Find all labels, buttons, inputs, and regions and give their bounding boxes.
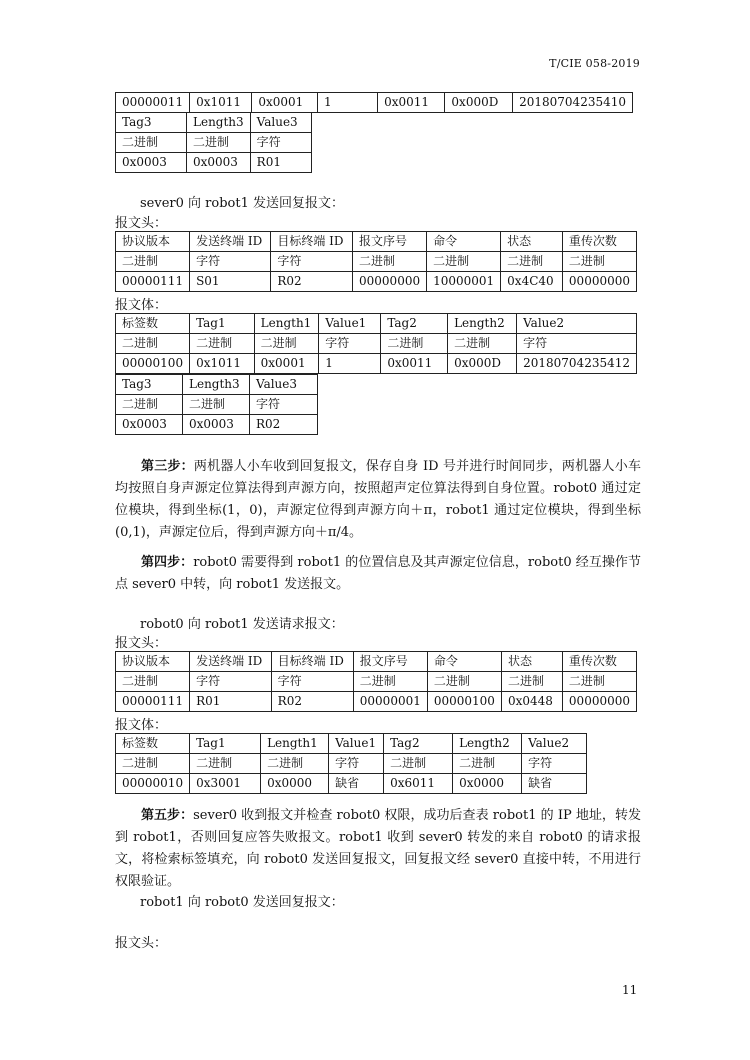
table-cell: 0x000D bbox=[448, 354, 517, 374]
table-cell: 0x000D bbox=[445, 93, 513, 113]
table-cell: 二进制 bbox=[448, 334, 517, 354]
table-cell: 二进制 bbox=[254, 334, 319, 354]
request-body-table bbox=[115, 733, 587, 794]
table-cell: 目标终端 ID bbox=[271, 652, 353, 672]
request-head-table bbox=[115, 651, 637, 712]
step3-text: 两机器人小车收到回复报文，保存自身 ID 号并进行时间同步，两机器人小车均按照自身声源定位算法得到声源方向，按照超声定位算法得到自身位置。robot0 通过定位模块，得到坐标(1，0)，声源定位得到声源方向＋π，robot1 通过定位模块，得到坐标(0,1)，声源定位后，得到声源方向＋π/4。 bbox=[115, 459, 641, 540]
table-cell: 0x0003 bbox=[183, 415, 250, 435]
table-cell: 二进制 bbox=[381, 334, 448, 354]
table-cell: 二进制 bbox=[427, 252, 501, 272]
table-cell: Tag3 bbox=[116, 375, 183, 395]
table-cell: 0x0448 bbox=[501, 692, 562, 712]
table-cell: 00000111 bbox=[116, 272, 190, 292]
table-cell: Value1 bbox=[319, 314, 381, 334]
table-cell: R01 bbox=[190, 692, 272, 712]
table-cell: 二进制 bbox=[187, 133, 251, 153]
table-cell: Length2 bbox=[448, 314, 517, 334]
table-cell: 二进制 bbox=[562, 252, 636, 272]
table-cell: 0x1011 bbox=[190, 93, 252, 113]
request-body-label: 报文体： bbox=[115, 718, 168, 733]
table-cell: 0x0000 bbox=[261, 774, 329, 794]
step3-title: 第三步： bbox=[141, 459, 194, 474]
standard-number: T/CIE 058-2019 bbox=[549, 57, 640, 70]
table-cell: R02 bbox=[271, 272, 353, 292]
table-cell: 00000100 bbox=[427, 692, 501, 712]
table-cell: Tag3 bbox=[116, 113, 187, 133]
table-cell: 目标终端 ID bbox=[271, 232, 353, 252]
table-cell: Length3 bbox=[187, 113, 251, 133]
table-cell: 字符 bbox=[250, 133, 311, 153]
table-cell: Length1 bbox=[261, 734, 329, 754]
table-cell: 00000000 bbox=[353, 272, 427, 292]
table-cell: 0x0011 bbox=[381, 354, 448, 374]
table-cell: 协议版本 bbox=[116, 652, 190, 672]
table-cell: 二进制 bbox=[116, 133, 187, 153]
table-cell: 标签数 bbox=[116, 314, 190, 334]
table-cell: 1 bbox=[319, 354, 381, 374]
table-cell: 命令 bbox=[427, 652, 501, 672]
table-cell: 字符 bbox=[271, 672, 353, 692]
table-cell: 0x0003 bbox=[116, 415, 183, 435]
table-cell: 字符 bbox=[329, 754, 384, 774]
table-cell: 1 bbox=[317, 93, 377, 113]
table-cell: 20180704235412 bbox=[517, 354, 637, 374]
table-cell: Length3 bbox=[183, 375, 250, 395]
table-cell: 00000000 bbox=[562, 692, 636, 712]
step5-paragraph bbox=[115, 805, 641, 893]
table-cell: 0x3001 bbox=[190, 774, 261, 794]
table-cell: 二进制 bbox=[116, 395, 183, 415]
table-cell: 二进制 bbox=[562, 672, 636, 692]
table-cell: Tag2 bbox=[381, 314, 448, 334]
reply1-body-tag3 bbox=[115, 374, 318, 435]
reply1-head-table bbox=[115, 231, 637, 292]
table-cell: Value2 bbox=[517, 314, 637, 334]
table-cell: 报文序号 bbox=[353, 652, 427, 672]
table-cell: Value3 bbox=[250, 375, 318, 395]
table-cell: 二进制 bbox=[384, 754, 453, 774]
table-cell: Tag1 bbox=[190, 314, 255, 334]
step4-title: 第四步： bbox=[141, 555, 194, 570]
table-cell: 二进制 bbox=[190, 334, 255, 354]
table-cell: 二进制 bbox=[183, 395, 250, 415]
table-cell: 二进制 bbox=[427, 672, 501, 692]
table-cell: 二进制 bbox=[116, 252, 190, 272]
table-cell: Value1 bbox=[329, 734, 384, 754]
table-cell: 0x0003 bbox=[187, 153, 251, 173]
request-head-label: 报文头： bbox=[115, 636, 168, 651]
table-cell: 二进制 bbox=[190, 754, 261, 774]
table-cell: Value2 bbox=[522, 734, 587, 754]
table-cell: 重传次数 bbox=[562, 652, 636, 672]
table-cell: R02 bbox=[271, 692, 353, 712]
table-cell: Tag2 bbox=[384, 734, 453, 754]
table-cell: 状态 bbox=[501, 232, 563, 252]
table-cell: 0x0011 bbox=[378, 93, 445, 113]
table-cell: 状态 bbox=[501, 652, 562, 672]
table-cell: 二进制 bbox=[116, 754, 190, 774]
table-a-row1 bbox=[115, 92, 633, 113]
table-cell: 标签数 bbox=[116, 734, 190, 754]
reply1-head-label: 报文头： bbox=[115, 216, 168, 231]
table-cell: 20180704235410 bbox=[513, 93, 633, 113]
table-cell: 0x0001 bbox=[254, 354, 319, 374]
table-cell: 00000100 bbox=[116, 354, 190, 374]
table-cell: R02 bbox=[250, 415, 318, 435]
table-cell: 00000000 bbox=[562, 272, 636, 292]
table-cell: 二进制 bbox=[501, 252, 563, 272]
table-cell: 二进制 bbox=[453, 754, 522, 774]
table-cell: Tag1 bbox=[190, 734, 261, 754]
table-cell: 字符 bbox=[319, 334, 381, 354]
table-cell: 0x0001 bbox=[252, 93, 318, 113]
table-cell: Length2 bbox=[453, 734, 522, 754]
table-cell: 字符 bbox=[190, 672, 272, 692]
step5-text: sever0 收到报文并检查 robot0 权限，成功后查表 robot1 的 IP 地址，转发到 robot1，否则回复应答失败报文。robot1 收到 sever0 转发的来自 robot0 的请求报文，将检索标签填充，向 robot0 发送回复报文，回复报文经 sever0 直接中转，不用进行权限验证。 bbox=[115, 808, 641, 889]
table-cell: 二进制 bbox=[116, 672, 190, 692]
table-cell: 协议版本 bbox=[116, 232, 190, 252]
request-intro: robot0 向 robot1 发送请求报文： bbox=[140, 617, 344, 632]
table-cell: R01 bbox=[250, 153, 311, 173]
table-cell: 00000011 bbox=[116, 93, 190, 113]
step4-text: robot0 需要得到 robot1 的位置信息及其声源定位信息，robot0 经互操作节点 sever0 中转，向 robot1 发送报文。 bbox=[115, 555, 641, 592]
table-cell: 报文序号 bbox=[353, 232, 427, 252]
step5-title: 第五步： bbox=[141, 808, 194, 823]
table-cell: Value3 bbox=[250, 113, 311, 133]
table-cell: 二进制 bbox=[353, 252, 427, 272]
table-cell: 命令 bbox=[427, 232, 501, 252]
table-cell: 发送终端 ID bbox=[190, 652, 272, 672]
table-cell: 二进制 bbox=[261, 754, 329, 774]
table-cell: 二进制 bbox=[353, 672, 427, 692]
table-cell: Length1 bbox=[254, 314, 319, 334]
table-cell: 00000001 bbox=[353, 692, 427, 712]
table-cell: 字符 bbox=[522, 754, 587, 774]
table-cell: 二进制 bbox=[501, 672, 562, 692]
table-cell: 00000010 bbox=[116, 774, 190, 794]
table-cell: 缺省 bbox=[329, 774, 384, 794]
table-cell: 0x6011 bbox=[384, 774, 453, 794]
table-cell: 缺省 bbox=[522, 774, 587, 794]
step4-paragraph bbox=[115, 552, 641, 596]
reply2-head-label: 报文头： bbox=[115, 936, 168, 951]
table-cell: 0x4C40 bbox=[501, 272, 563, 292]
table-cell: 0x0000 bbox=[453, 774, 522, 794]
table-cell: 重传次数 bbox=[562, 232, 636, 252]
table-a-tag3 bbox=[115, 112, 312, 173]
table-cell: 字符 bbox=[271, 252, 353, 272]
table-cell: 0x1011 bbox=[190, 354, 255, 374]
reply2-intro: robot1 向 robot0 发送回复报文： bbox=[140, 895, 344, 910]
table-cell: 字符 bbox=[517, 334, 637, 354]
table-cell: 二进制 bbox=[116, 334, 190, 354]
reply1-intro: sever0 向 robot1 发送回复报文： bbox=[140, 196, 344, 211]
table-cell: 发送终端 ID bbox=[190, 232, 271, 252]
page-number: 11 bbox=[622, 983, 638, 997]
table-cell: 0x0003 bbox=[116, 153, 187, 173]
reply1-body-label: 报文体： bbox=[115, 298, 168, 313]
reply1-body-table bbox=[115, 313, 637, 374]
table-cell: 字符 bbox=[190, 252, 271, 272]
step3-paragraph bbox=[115, 456, 641, 544]
table-cell: S01 bbox=[190, 272, 271, 292]
table-cell: 00000111 bbox=[116, 692, 190, 712]
table-cell: 字符 bbox=[250, 395, 318, 415]
table-cell: 10000001 bbox=[427, 272, 501, 292]
